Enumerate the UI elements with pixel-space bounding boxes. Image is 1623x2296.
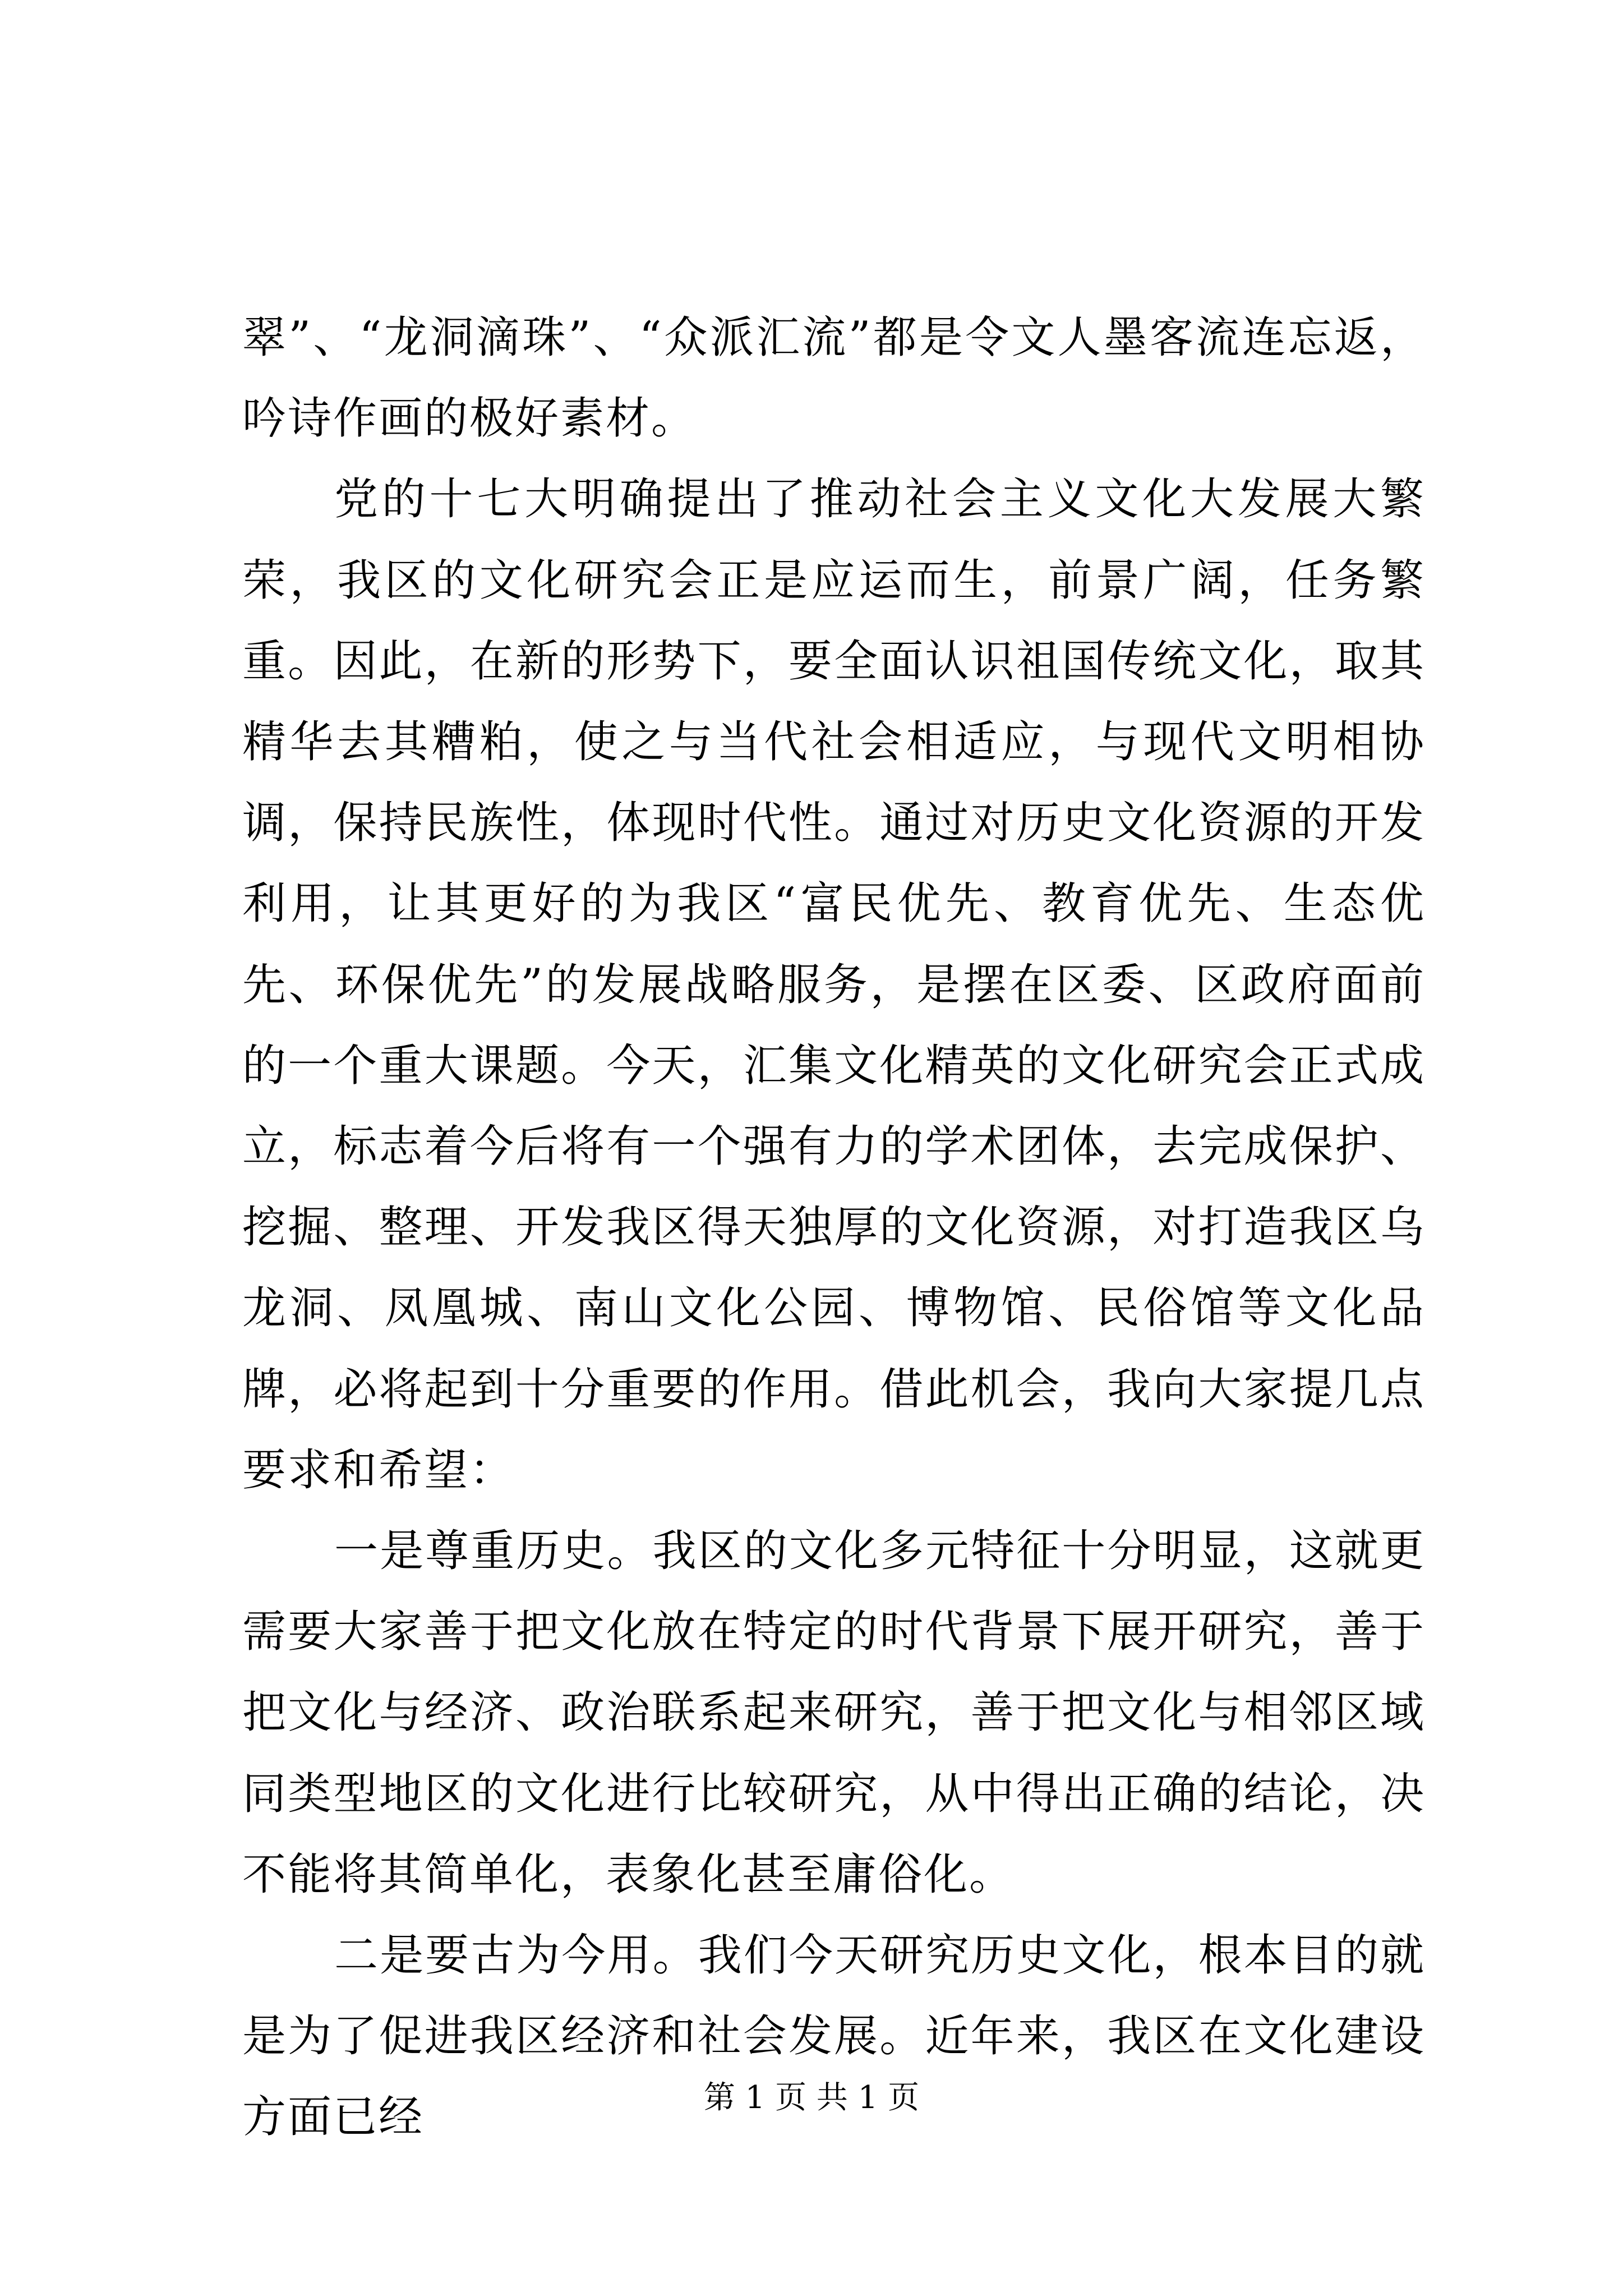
page-number-footer: 第 1 页 共 1 页 [703,2079,920,2116]
paragraph-culture-research-society: 党的十七大明确提出了推动社会主义文化大发展大繁荣，我区的文化研究会正是应运而生，前景广阔，任务繁重。因此，在新的形势下，要全面认识祖国传统文化，取其精华去其糟粕，使之与当代社会相适应，与现代文明相协调，保持民族性，体现时代性。通过对历史文化资源的开发利用，让其更好的为我区“富民优先、教育优先、生态优先、环保优先”的发展战略服务，是摆在区委、区政府面前的一个重大课题。今天，汇集文化精英的文化研究会正式成立，标志着今后将有一个强有力的学术团体，去完成保护、挖掘、整理、开发我区得天独厚的文化资源，对打造我区乌龙洞、凤凰城、南山文化公园、博物馆、民俗馆等文化品牌，必将起到十分重要的作用。借此机会，我向大家提几点要求和希望： [242,474,1426,1496]
paragraph-past-serves-present: 二是要古为今用。我们今天研究历史文化，根本目的就是为了促进我区经济和社会发展。近年来，我区在文化建设方面已经 [242,1930,1426,2143]
paragraph-respect-history: 一是尊重历史。我区的文化多元特征十分明显，这就更需要大家善于把文化放在特定的时代背景下展开研究，善于把文化与经济、政治联系起来研究，善于把文化与相邻区域同类型地区的文化进行比较研究，从中得出正确的结论，决不能将其简单化，表象化甚至庸俗化。 [242,1526,1426,1900]
paragraph-continuation: 翠”、“龙洞滴珠”、“众派汇流”都是令文人墨客流连忘返，吟诗作画的极好素材。 [242,312,1426,444]
document-body [242,297,1426,2158]
